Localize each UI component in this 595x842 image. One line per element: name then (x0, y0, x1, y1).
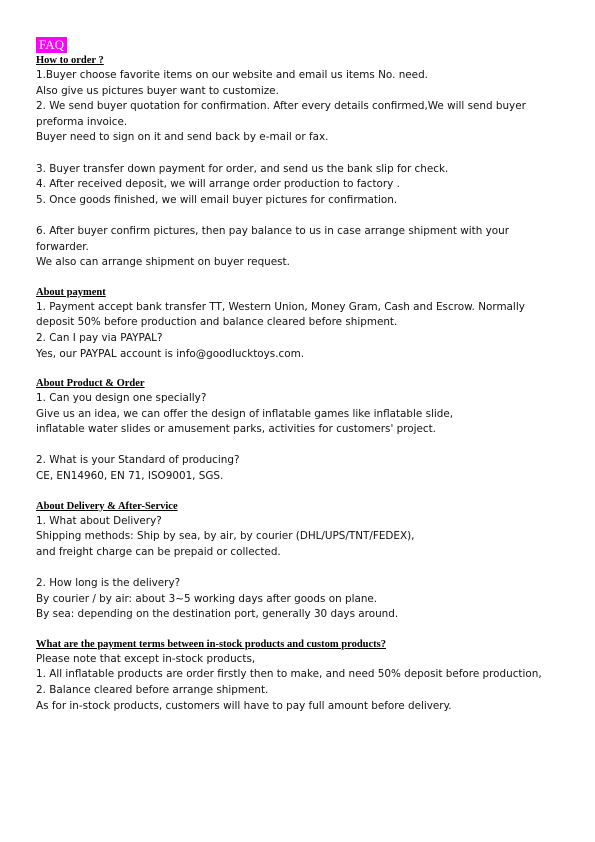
section-heading: About Product & Order (36, 378, 145, 390)
blank-line (36, 208, 566, 224)
text-line: By sea: depending on the destination port, generally 30 days around. (36, 608, 399, 621)
faq-badge: FAQ (36, 37, 67, 53)
section-payment-terms (36, 638, 566, 714)
text-line: Give us an idea, we can offer the design of inflatable games like inflatable slide, (36, 407, 454, 420)
text-line: 2. We send buyer quotation for confirmation. After every details confirmed,We will send buyer (36, 100, 526, 113)
section-spacer (36, 271, 566, 286)
text-line: deposit 50% before production and balance cleared before shipment. (36, 316, 398, 329)
text-line: 3. Buyer transfer down payment for order, and send us the bank slip for check. (36, 162, 449, 175)
text-line: 1. All inflatable products are order firstly then to make, and need 50% deposit before production, (36, 668, 542, 681)
faq-sections (36, 54, 566, 714)
section-heading: About payment (36, 286, 106, 298)
section-about-payment (36, 286, 566, 362)
faq-page (36, 36, 566, 714)
text-line: 5. Once goods finished, we will email buyer pictures for confirmation. (36, 193, 398, 206)
text-line: 4. After received deposit, we will arrange order production to factory . (36, 178, 400, 191)
text-line: Please note that except in-stock products, (36, 652, 256, 665)
text-line: Shipping methods: Ship by sea, by air, by courier (DHL/UPS/TNT/FEDEX), (36, 530, 415, 543)
section-spacer (36, 362, 566, 377)
section-about-product-order (36, 377, 566, 485)
section-about-delivery (36, 500, 566, 623)
text-line: Also give us pictures buyer want to customize. (36, 84, 279, 97)
text-line: forwarder. (36, 240, 89, 253)
section-how-to-order (36, 54, 566, 271)
blank-line (36, 146, 566, 162)
text-line: 2. What is your Standard of producing? (36, 454, 240, 467)
text-line: Buyer need to sign on it and send back by e-mail or fax. (36, 131, 329, 144)
text-line: As for in-stock products, customers will have to pay full amount before delivery. (36, 699, 452, 712)
text-line: 1. Can you design one specially? (36, 392, 207, 405)
section-heading: How to order ? (36, 55, 104, 66)
section-spacer (36, 623, 566, 638)
text-line: We also can arrange shipment on buyer request. (36, 256, 290, 269)
section-spacer (36, 485, 566, 500)
section-heading: About Delivery & After-Service (36, 500, 178, 512)
text-line: 2. Balance cleared before arrange shipment. (36, 684, 269, 696)
text-line: 1. Payment accept bank transfer TT, Western Union, Money Gram, Cash and Escrow. Normally (36, 300, 525, 313)
text-line: By courier / by air: about 3~5 working days after goods on plane. (36, 592, 378, 605)
text-line: CE, EN14960, EN 71, ISO9001, SGS. (36, 470, 224, 483)
text-line: 1. What about Delivery? (36, 514, 162, 527)
text-line: Yes, our PAYPAL account is info@goodlucktoys.com. (36, 347, 305, 360)
text-line: 2. How long is the delivery? (36, 577, 181, 590)
text-line: 1.Buyer choose favorite items on our website and email us items No. need. (36, 69, 428, 81)
text-line: inflatable water slides or amusement parks, activities for customers' project. (36, 423, 436, 436)
section-heading: What are the payment terms between in-stock products and custom products? (36, 638, 386, 650)
text-line: 6. After buyer confirm pictures, then pay balance to us in case arrange shipment with your (36, 224, 510, 237)
text-line: preforma invoice. (36, 115, 128, 128)
text-line: and freight charge can be prepaid or collected. (36, 545, 281, 558)
text-line: 2. Can I pay via PAYPAL? (36, 331, 163, 344)
blank-line (36, 438, 566, 454)
blank-line (36, 560, 566, 576)
